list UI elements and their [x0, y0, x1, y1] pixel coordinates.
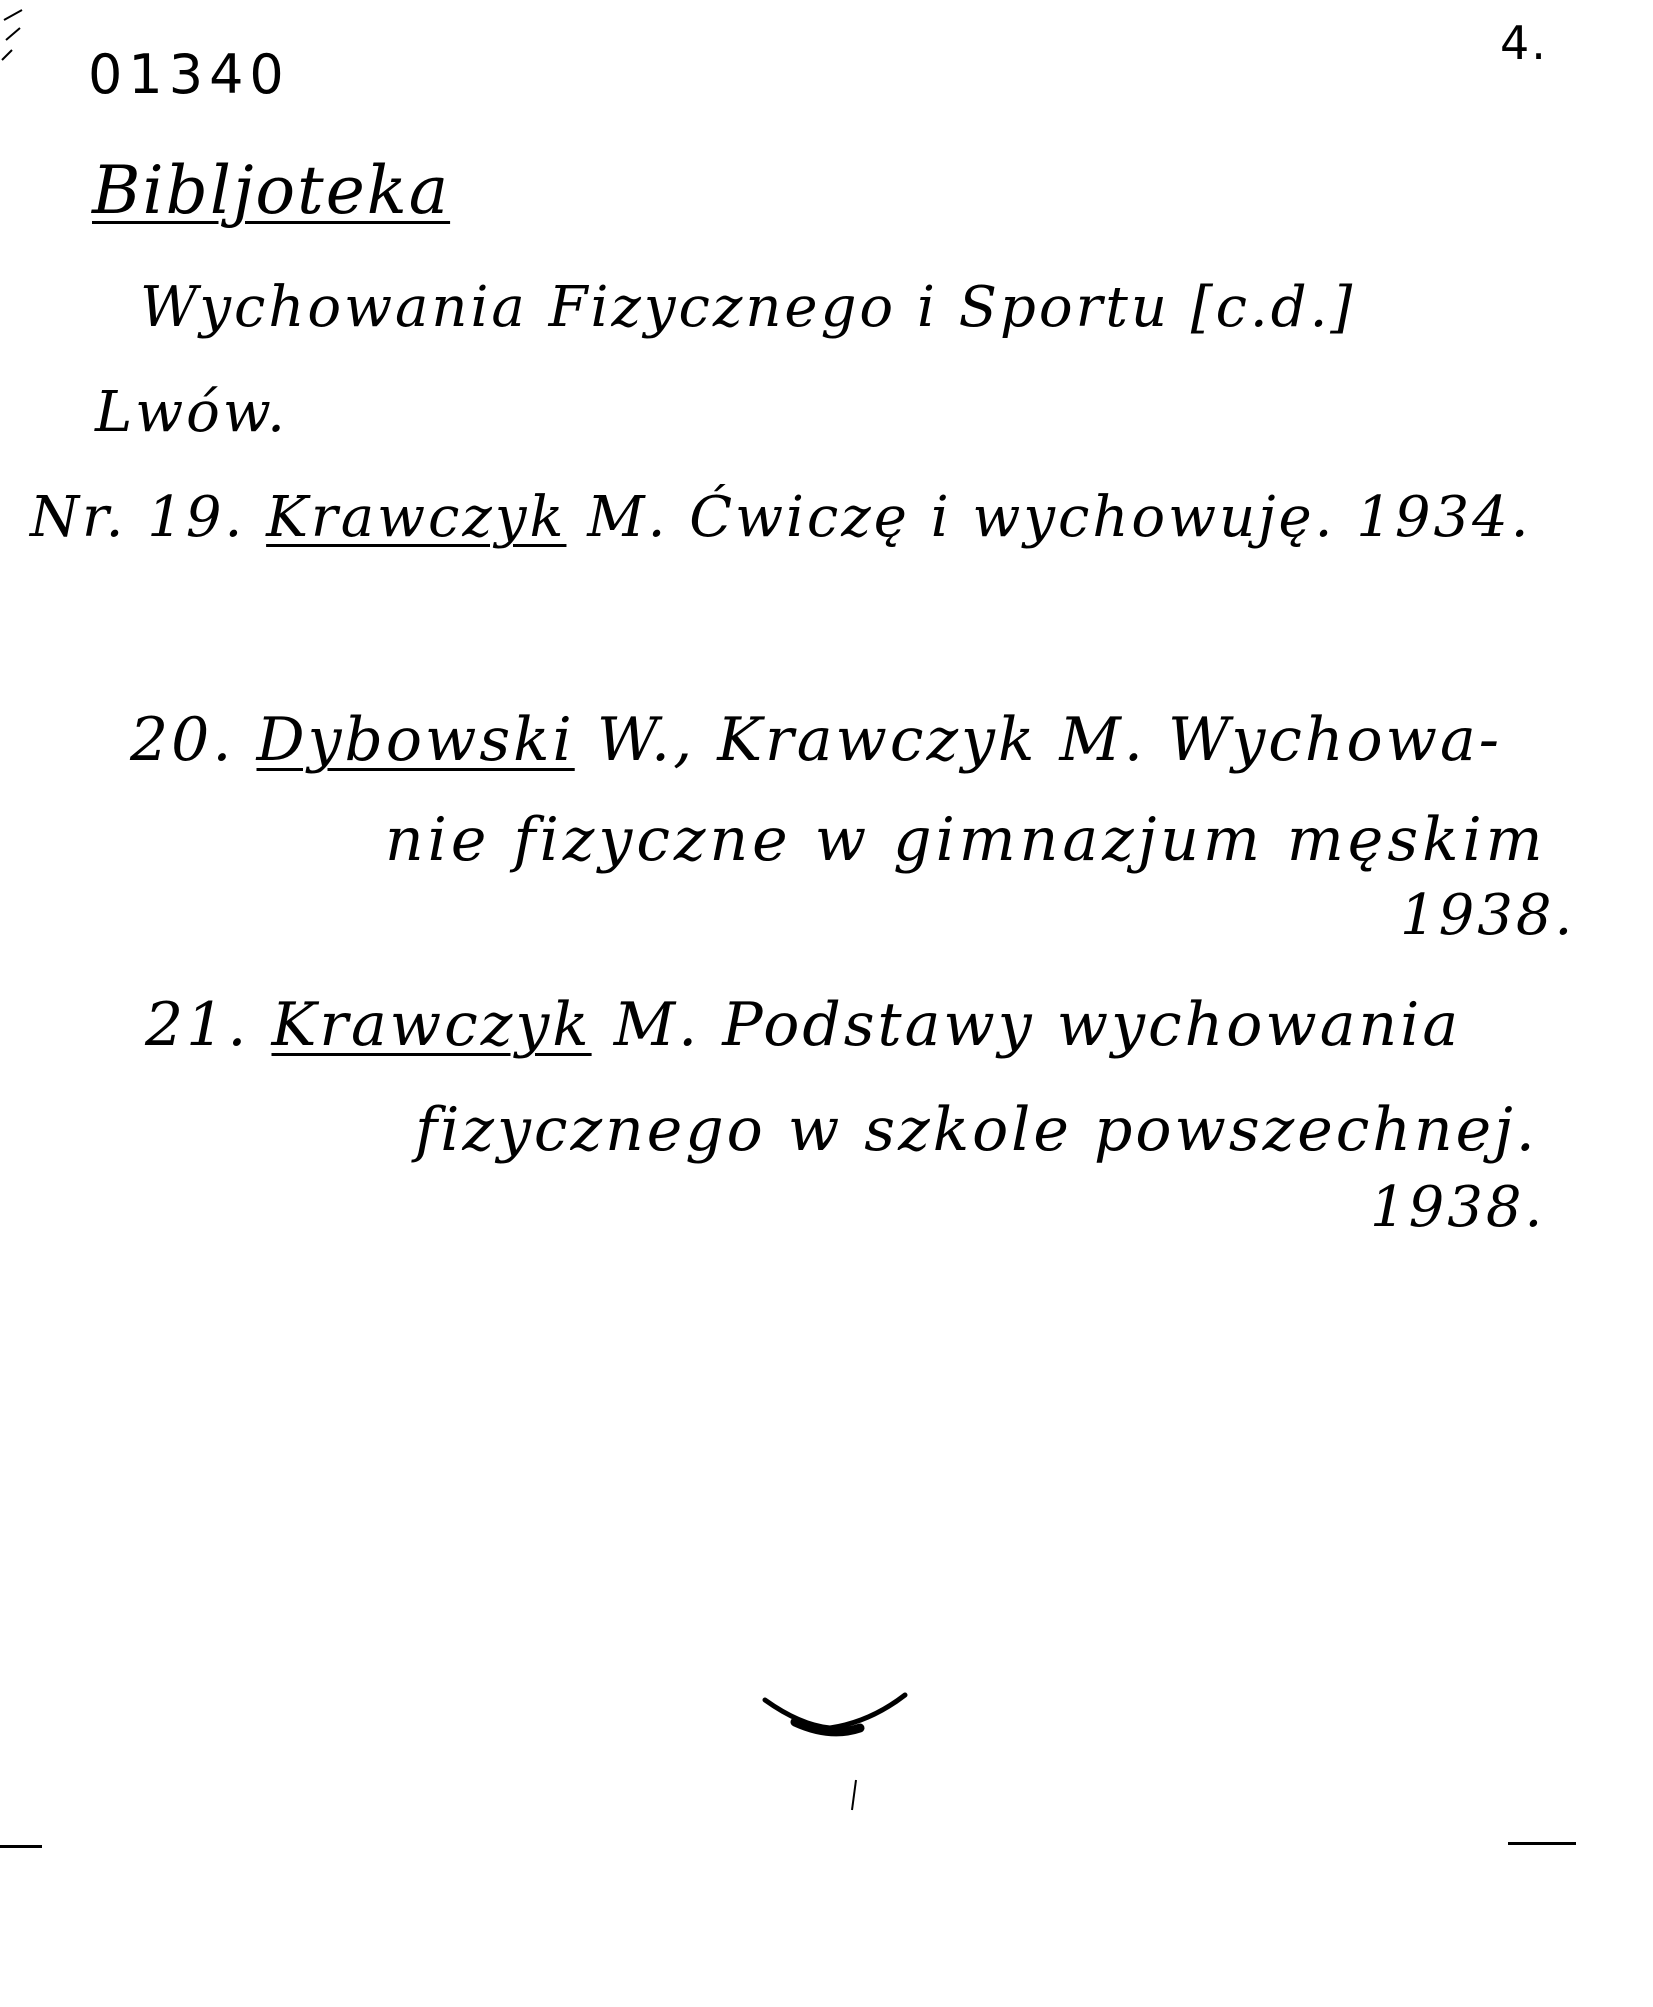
- entry-19-number: Nr. 19.: [30, 485, 246, 550]
- entry-21-title-start: M. Podstawy wychowania: [613, 990, 1462, 1060]
- library-title: Bibljoteka: [92, 152, 451, 229]
- entry-21-author: Krawczyk: [271, 990, 592, 1060]
- entry-20-year: 1938.: [1400, 883, 1576, 948]
- entry-19-title: M. Ćwiczę i wychowuję. 1934.: [587, 485, 1532, 550]
- entry-20-title-start: W., Krawczyk M. Wychowa-: [596, 705, 1502, 775]
- entry-20-number: 20.: [130, 705, 235, 775]
- library-city: Lwów.: [95, 380, 288, 445]
- card-number: 01340: [88, 43, 290, 106]
- entry-21-number: 21.: [145, 990, 250, 1060]
- entry-20-author: Dybowski: [256, 705, 575, 775]
- page-number: 4.: [1500, 16, 1548, 70]
- entry-19-author: Krawczyk: [266, 485, 567, 550]
- faint-tick-mark: [852, 1780, 856, 1810]
- entry-20-title-end: nie fizyczne w gimnazjum męskim: [385, 805, 1547, 875]
- ink-stroke-mark: [765, 1695, 905, 1728]
- entry-21-title-end: fizycznego w szkole powszechnej.: [415, 1095, 1538, 1165]
- library-subtitle: Wychowania Fizycznego i Sportu [c.d.]: [140, 275, 1356, 340]
- corner-speck-mark: [2, 10, 22, 60]
- entry-21-year: 1938.: [1370, 1175, 1546, 1240]
